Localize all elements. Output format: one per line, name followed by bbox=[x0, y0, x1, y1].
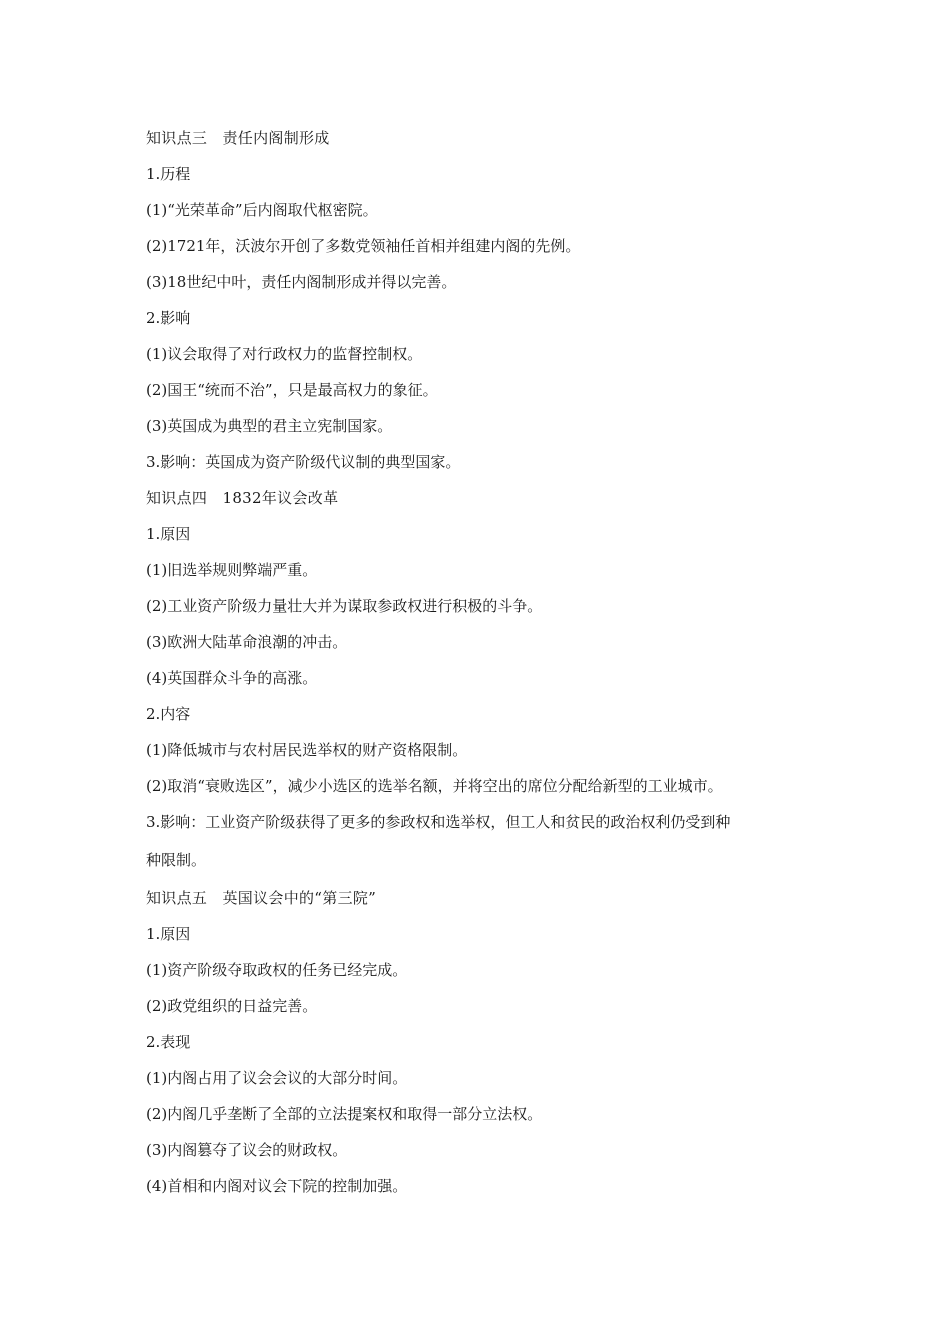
list-item: (3)英国成为典型的君主立宪制国家。 bbox=[146, 417, 393, 435]
document-body bbox=[146, 120, 826, 1204]
list-item: (3)欧洲大陆革命浪潮的冲击。 bbox=[146, 633, 348, 651]
subheading-influence-summary: 3.影响：英国成为资产阶级代议制的典型国家。 bbox=[146, 453, 461, 471]
list-item: (2)内阁几乎垄断了全部的立法提案权和取得一部分立法权。 bbox=[146, 1105, 543, 1123]
list-item: (1)议会取得了对行政权力的监督控制权。 bbox=[146, 345, 423, 363]
subheading-content: 2.内容 bbox=[146, 705, 191, 723]
list-item: (1)资产阶级夺取政权的任务已经完成。 bbox=[146, 961, 408, 979]
list-item: (1)内阁占用了议会会议的大部分时间。 bbox=[146, 1069, 408, 1087]
section-heading-3: 知识点三 责任内阁制形成 bbox=[146, 129, 330, 147]
list-item: (2)国王“统而不治”，只是最高权力的象征。 bbox=[146, 381, 438, 399]
list-item: (4)首相和内阁对议会下院的控制加强。 bbox=[146, 1177, 408, 1195]
subheading-influence-summary: 3.影响：工业资产阶级获得了更多的参政权和选举权，但工人和贫民的政治权利仍受到种 bbox=[146, 813, 731, 831]
list-item: (2)取消“衰败选区”，减少小选区的选举名额，并将空出的席位分配给新型的工业城市。 bbox=[146, 777, 723, 795]
section-heading-5: 知识点五 英国议会中的“第三院” bbox=[146, 889, 377, 907]
paragraph-continuation: 种限制。 bbox=[146, 851, 207, 869]
subheading-causes: 1.原因 bbox=[146, 925, 191, 943]
subheading-manifestation: 2.表现 bbox=[146, 1033, 191, 1051]
list-item: (1)降低城市与农村居民选举权的财产资格限制。 bbox=[146, 741, 468, 759]
list-item: (2)政党组织的日益完善。 bbox=[146, 997, 318, 1015]
list-item: (3)内阁篡夺了议会的财政权。 bbox=[146, 1141, 348, 1159]
list-item: (3)18世纪中叶，责任内阁制形成并得以完善。 bbox=[146, 273, 457, 291]
section-heading-4: 知识点四 1832年议会改革 bbox=[146, 489, 339, 507]
list-item: (4)英国群众斗争的高涨。 bbox=[146, 669, 318, 687]
list-item: (2)工业资产阶级力量壮大并为谋取参政权进行积极的斗争。 bbox=[146, 597, 543, 615]
subheading-causes: 1.原因 bbox=[146, 525, 191, 543]
subheading-influence: 2.影响 bbox=[146, 309, 191, 327]
list-item: (1)“光荣革命”后内阁取代枢密院。 bbox=[146, 201, 378, 219]
subheading-process: 1.历程 bbox=[146, 165, 191, 183]
list-item: (2)1721年，沃波尔开创了多数党领袖任首相并组建内阁的先例。 bbox=[146, 237, 581, 255]
list-item: (1)旧选举规则弊端严重。 bbox=[146, 561, 318, 579]
